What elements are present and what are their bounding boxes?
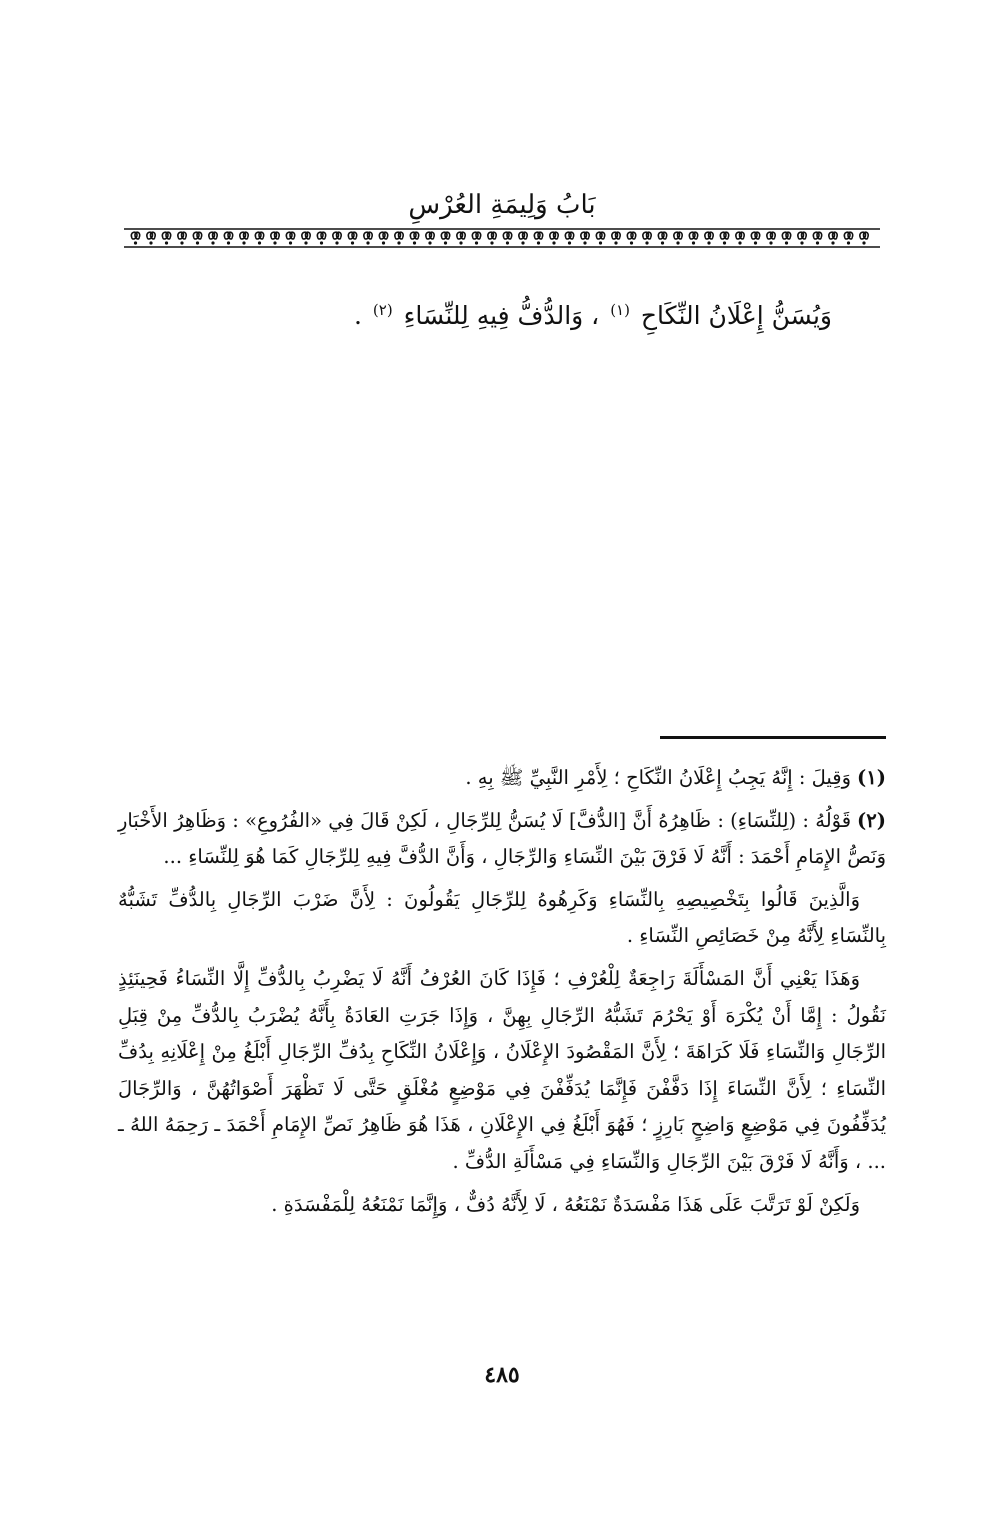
page-number: ٤٨٥ (484, 1362, 520, 1388)
footnote-2 (118, 803, 886, 876)
footnote-2-number: (٢) (857, 808, 886, 832)
ornamental-divider (120, 226, 884, 250)
footnotes-section (118, 760, 886, 1229)
footnote-1-text: وَقِيلَ : إِنَّهُ يَجِبُ إِعْلَانُ النِّكَاحِ ؛ لِأَمْرِ النَّبِيِّ ﷺ بِهِ . (465, 766, 852, 789)
commentary-paragraph-3: وَلَكِنْ لَوْ تَرَتَّبَ عَلَى هَذَا مَفْسَدَةٌ نَمْنَعُهُ ، لَا لِأَنَّهُ دُفٌّ ، وَإِنَّمَا نَمْنَعُهُ لِلْمَفْسَدَةِ . (271, 1192, 860, 1216)
main-text (120, 296, 832, 336)
footnote-1 (118, 760, 886, 797)
commentary-paragraph-1: وَالَّذِينَ قَالُوا بِتَخْصِيصِهِ بِالنِّسَاءِ وَكَرِهُوهُ لِلرِّجَالِ يَقُولُونَ : لِأَنَّ ضَرْبَ الرِّجَالِ بِالدُّفِّ تَشَبُّهٌ بِالنِّسَاءِ لِأَنَّهُ مِنْ خَصَائِصِ النِّسَاءِ . (118, 887, 886, 948)
chapter-title: بَابُ وَلِيمَةِ العُرْسِ (408, 190, 596, 220)
main-text-end: . (354, 301, 362, 330)
commentary-paragraph-2: وَهَذَا يَعْنِي أَنَّ المَسْأَلَةَ رَاجِعَةٌ لِلْعُرْفِ ؛ فَإِذَا كَانَ العُرْفُ أَنَّهُ لَا يَضْرِبُ بِالدُّفِّ إِلَّا النِّسَاءُ فَحِينَئِذٍ نَقُولُ : إِمَّا أَنْ يُكْرَهَ أَوْ يَحْرُمَ تَشَبُّهُ الرِّجَالِ بِهِنَّ ، وَإِذَا جَرَتِ العَادَةُ بِأَنَّهُ يُضْرَبُ بِالدُّفِّ مِنْ قِبَلِ الرِّجَالِ وَالنِّسَاءِ فَلَا كَرَاهَةَ ؛ لِأَنَّ المَقْصُودَ الإِعْلَانُ ، وَإِعْلَانُ النِّكَاحِ بِدُفِّ الرِّجَالِ أَبْلَغُ مِنْ إِعْلَانِهِ بِدُفِّ النِّسَاءِ ؛ لِأَنَّ النِّسَاءَ إِذَا دَفَّفْنَ فَإِنَّمَا يُدَفِّفْنَ فِي مَوْضِعٍ مُغْلَقٍ حَتَّى لَا تَظْهَرَ أَصْوَاتُهُنَّ ، وَالرِّجَالَ يُدَفِّفُونَ فِي مَوْضِعٍ وَاضِحٍ بَارِزٍ ؛ فَهُوَ أَبْلَغُ فِي الإِعْلَانِ ، هَذَا هُوَ ظَاهِرُ نَصِّ الإِمَامِ أَحْمَدَ ـ رَحِمَهُ اللهُ ـ ... ، وَأَنَّهُ لَا فَرْقَ بَيْنَ الرِّجَالِ وَالنِّسَاءِ فِي مَسْأَلَةِ الدُّفِّ . (118, 966, 886, 1173)
footnote-ref-2[interactable]: (٢) (372, 300, 393, 319)
footnote-separator (660, 736, 886, 739)
footnote-ref-1[interactable]: (١) (610, 300, 630, 319)
footnote-1-number: (١) (857, 766, 886, 789)
main-text-part1: وَيُسَنُّ إِعْلَانُ النِّكَاحِ (640, 301, 832, 330)
footnote-2-text: قَوْلُهُ : (لِلنِّسَاءِ) : ظَاهِرُهُ أَنَّ [الدُّفَّ] لَا يُسَنُّ لِلرِّجَالِ ، لَكِنْ قَالَ فِي «الفُرُوعِ» : وَظَاهِرُ الأَخْبَارِ وَنَصُّ الإِمَامِ أَحْمَدَ : أَنَّهُ لَا فَرْقَ بَيْنَ النِّسَاءِ وَالرِّجَالِ ، وَأَنَّ الدُّفَّ فِيهِ لِلرِّجَالِ كَمَا هُوَ لِلنِّسَاءِ ... (118, 808, 886, 869)
main-text-part2: ، وَالدُّفُّ فِيهِ لِلنِّسَاءِ (403, 301, 600, 330)
